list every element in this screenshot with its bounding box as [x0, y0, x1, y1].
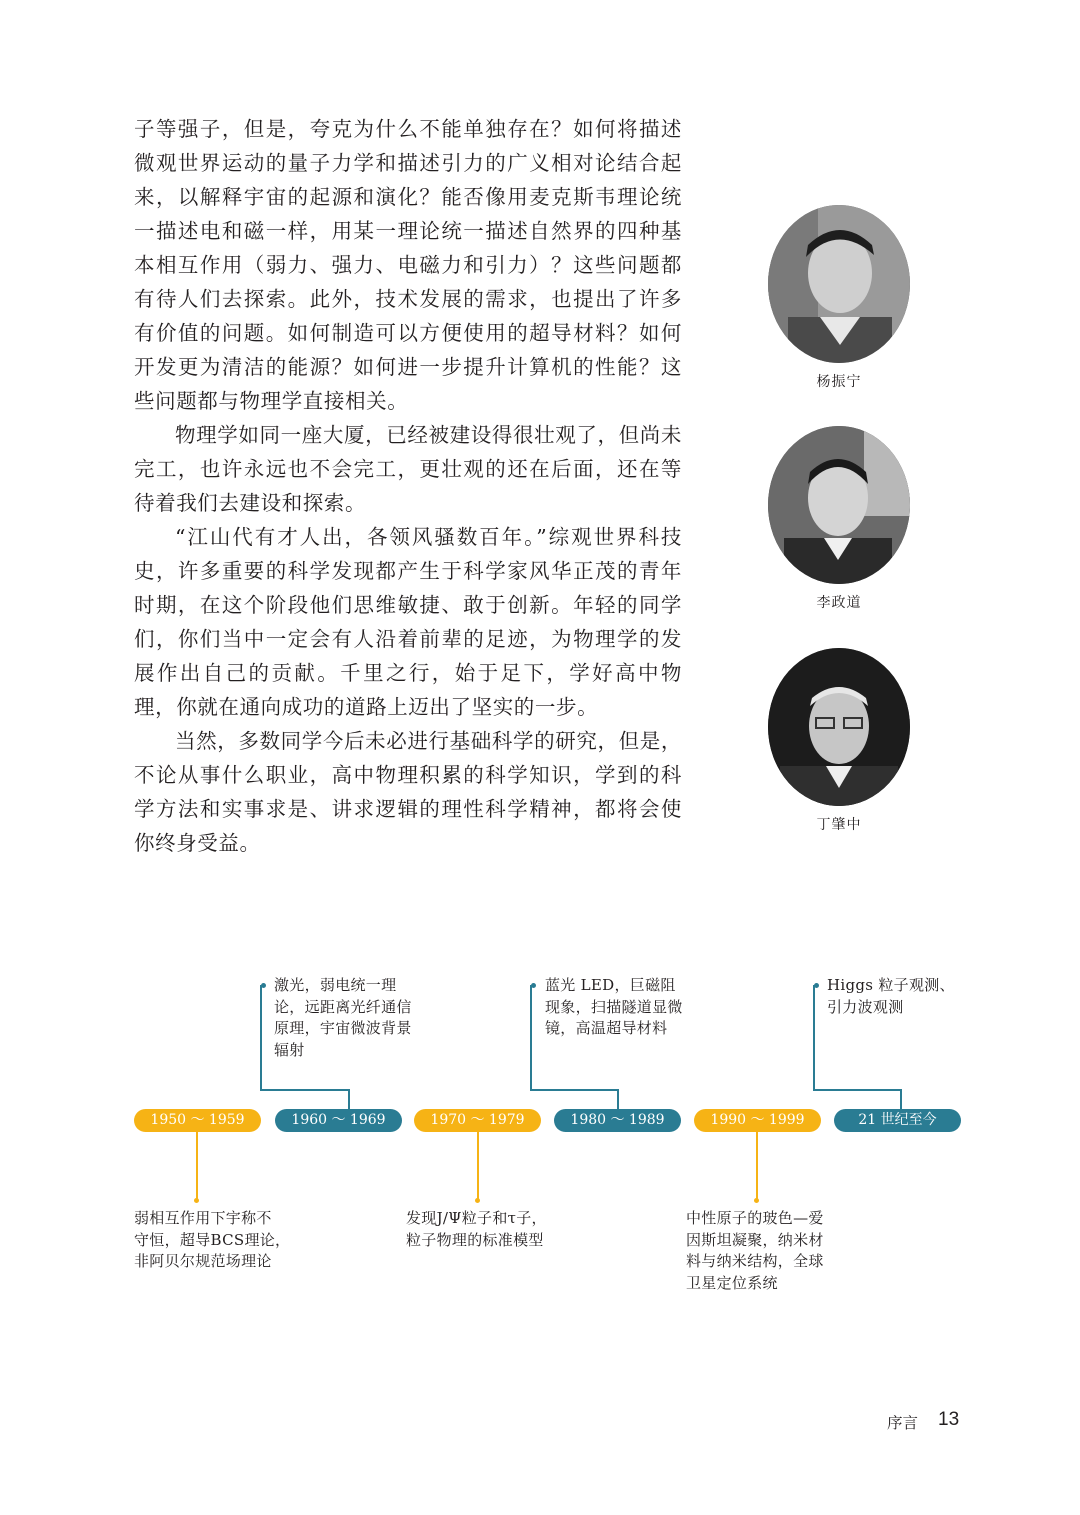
timeline-note-1950s: 弱相互作用下宇称不 守恒，超导BCS理论， 非阿贝尔规范场理论	[134, 1209, 291, 1270]
portrait-ting	[768, 648, 910, 834]
timeline-period-1950s: 1950 ～ 1959	[134, 1109, 261, 1132]
page-number: 13	[938, 1409, 960, 1430]
timeline-note-1990s: 中性原子的玻色—爱 因斯坦凝聚，纳米材 料与纳米结构，全球 卫星定位系统	[686, 1209, 824, 1292]
timeline-period-1990s: 1990 ～ 1999	[694, 1109, 821, 1132]
timeline-period-1970s: 1970 ～ 1979	[414, 1109, 541, 1132]
paragraph: 物理学如同一座大厦，已经被建设得很壮观了，但尚未完工，也许永远也不会完工，更壮观的还在后面，还在等待着我们去建设和探索。	[134, 423, 682, 515]
paragraph: 子等强子，但是，夸克为什么不能单独存在？如何将描述微观世界运动的量子力学和描述引力的广义相对论结合起来，以解释宇宙的起源和演化？能否像用麦克斯韦理论统一描述电和磁一样，用某一理论统一描述自然界的四种基本相互作用（弱力、强力、电磁力和引力）？这些问题都有待人们去探索。此外，技术发展的需求，也提出了许多有价值的问题。如何制造可以方便使用的超导材料？如何开发更为清洁的能源？如何进一步提升计算机的性能？这些问题都与物理学直接相关。	[134, 117, 682, 413]
body-text	[134, 112, 682, 860]
portrait-photo	[768, 426, 910, 584]
timeline-period-21st-century: 21 世纪至今	[834, 1109, 961, 1132]
timeline-note-1980s: 蓝光 LED，巨磁阻 现象，扫描隧道显微 镜，高温超导材料	[545, 976, 683, 1037]
portrait-yang	[768, 205, 910, 391]
timeline-note-1960s: 激光，弱电统一理 论，远距离光纤通信 原理，宇宙微波背景 辐射	[274, 976, 412, 1059]
portrait-photo	[768, 648, 910, 806]
paragraph: 当然，多数同学今后未必进行基础科学的研究，但是，不论从事什么职业，高中物理积累的科学知识，学到的科学方法和实事求是、讲求逻辑的理性科学精神，都将会使你终身受益。	[134, 729, 682, 855]
portrait-photo	[768, 205, 910, 363]
timeline-note-21st-century: Higgs 粒子观测、 引力波观测	[827, 976, 955, 1016]
timeline-note-1970s: 发现J/Ψ粒子和τ子， 粒子物理的标准模型	[406, 1209, 547, 1249]
portrait-caption: 丁肇中	[816, 817, 862, 833]
timeline-period-1980s: 1980 ～ 1989	[554, 1109, 681, 1132]
section-label: 序言	[887, 1414, 919, 1432]
portrait-caption: 杨振宁	[816, 374, 862, 390]
portrait-caption: 李政道	[816, 595, 862, 611]
portrait-lee	[768, 426, 910, 612]
paragraph: “江山代有才人出，各领风骚数百年。”综观世界科技史，许多重要的科学发现都产生于科学家风华正茂的青年时期，在这个阶段他们思维敏捷、敢于创新。年轻的同学们，你们当中一定会有人沿着前辈的足迹，为物理学的发展作出自己的贡献。千里之行，始于足下，学好高中物理，你就在通向成功的道路上迈出了坚实的一步。	[134, 525, 682, 719]
timeline-period-1960s: 1960 ～ 1969	[275, 1109, 402, 1132]
